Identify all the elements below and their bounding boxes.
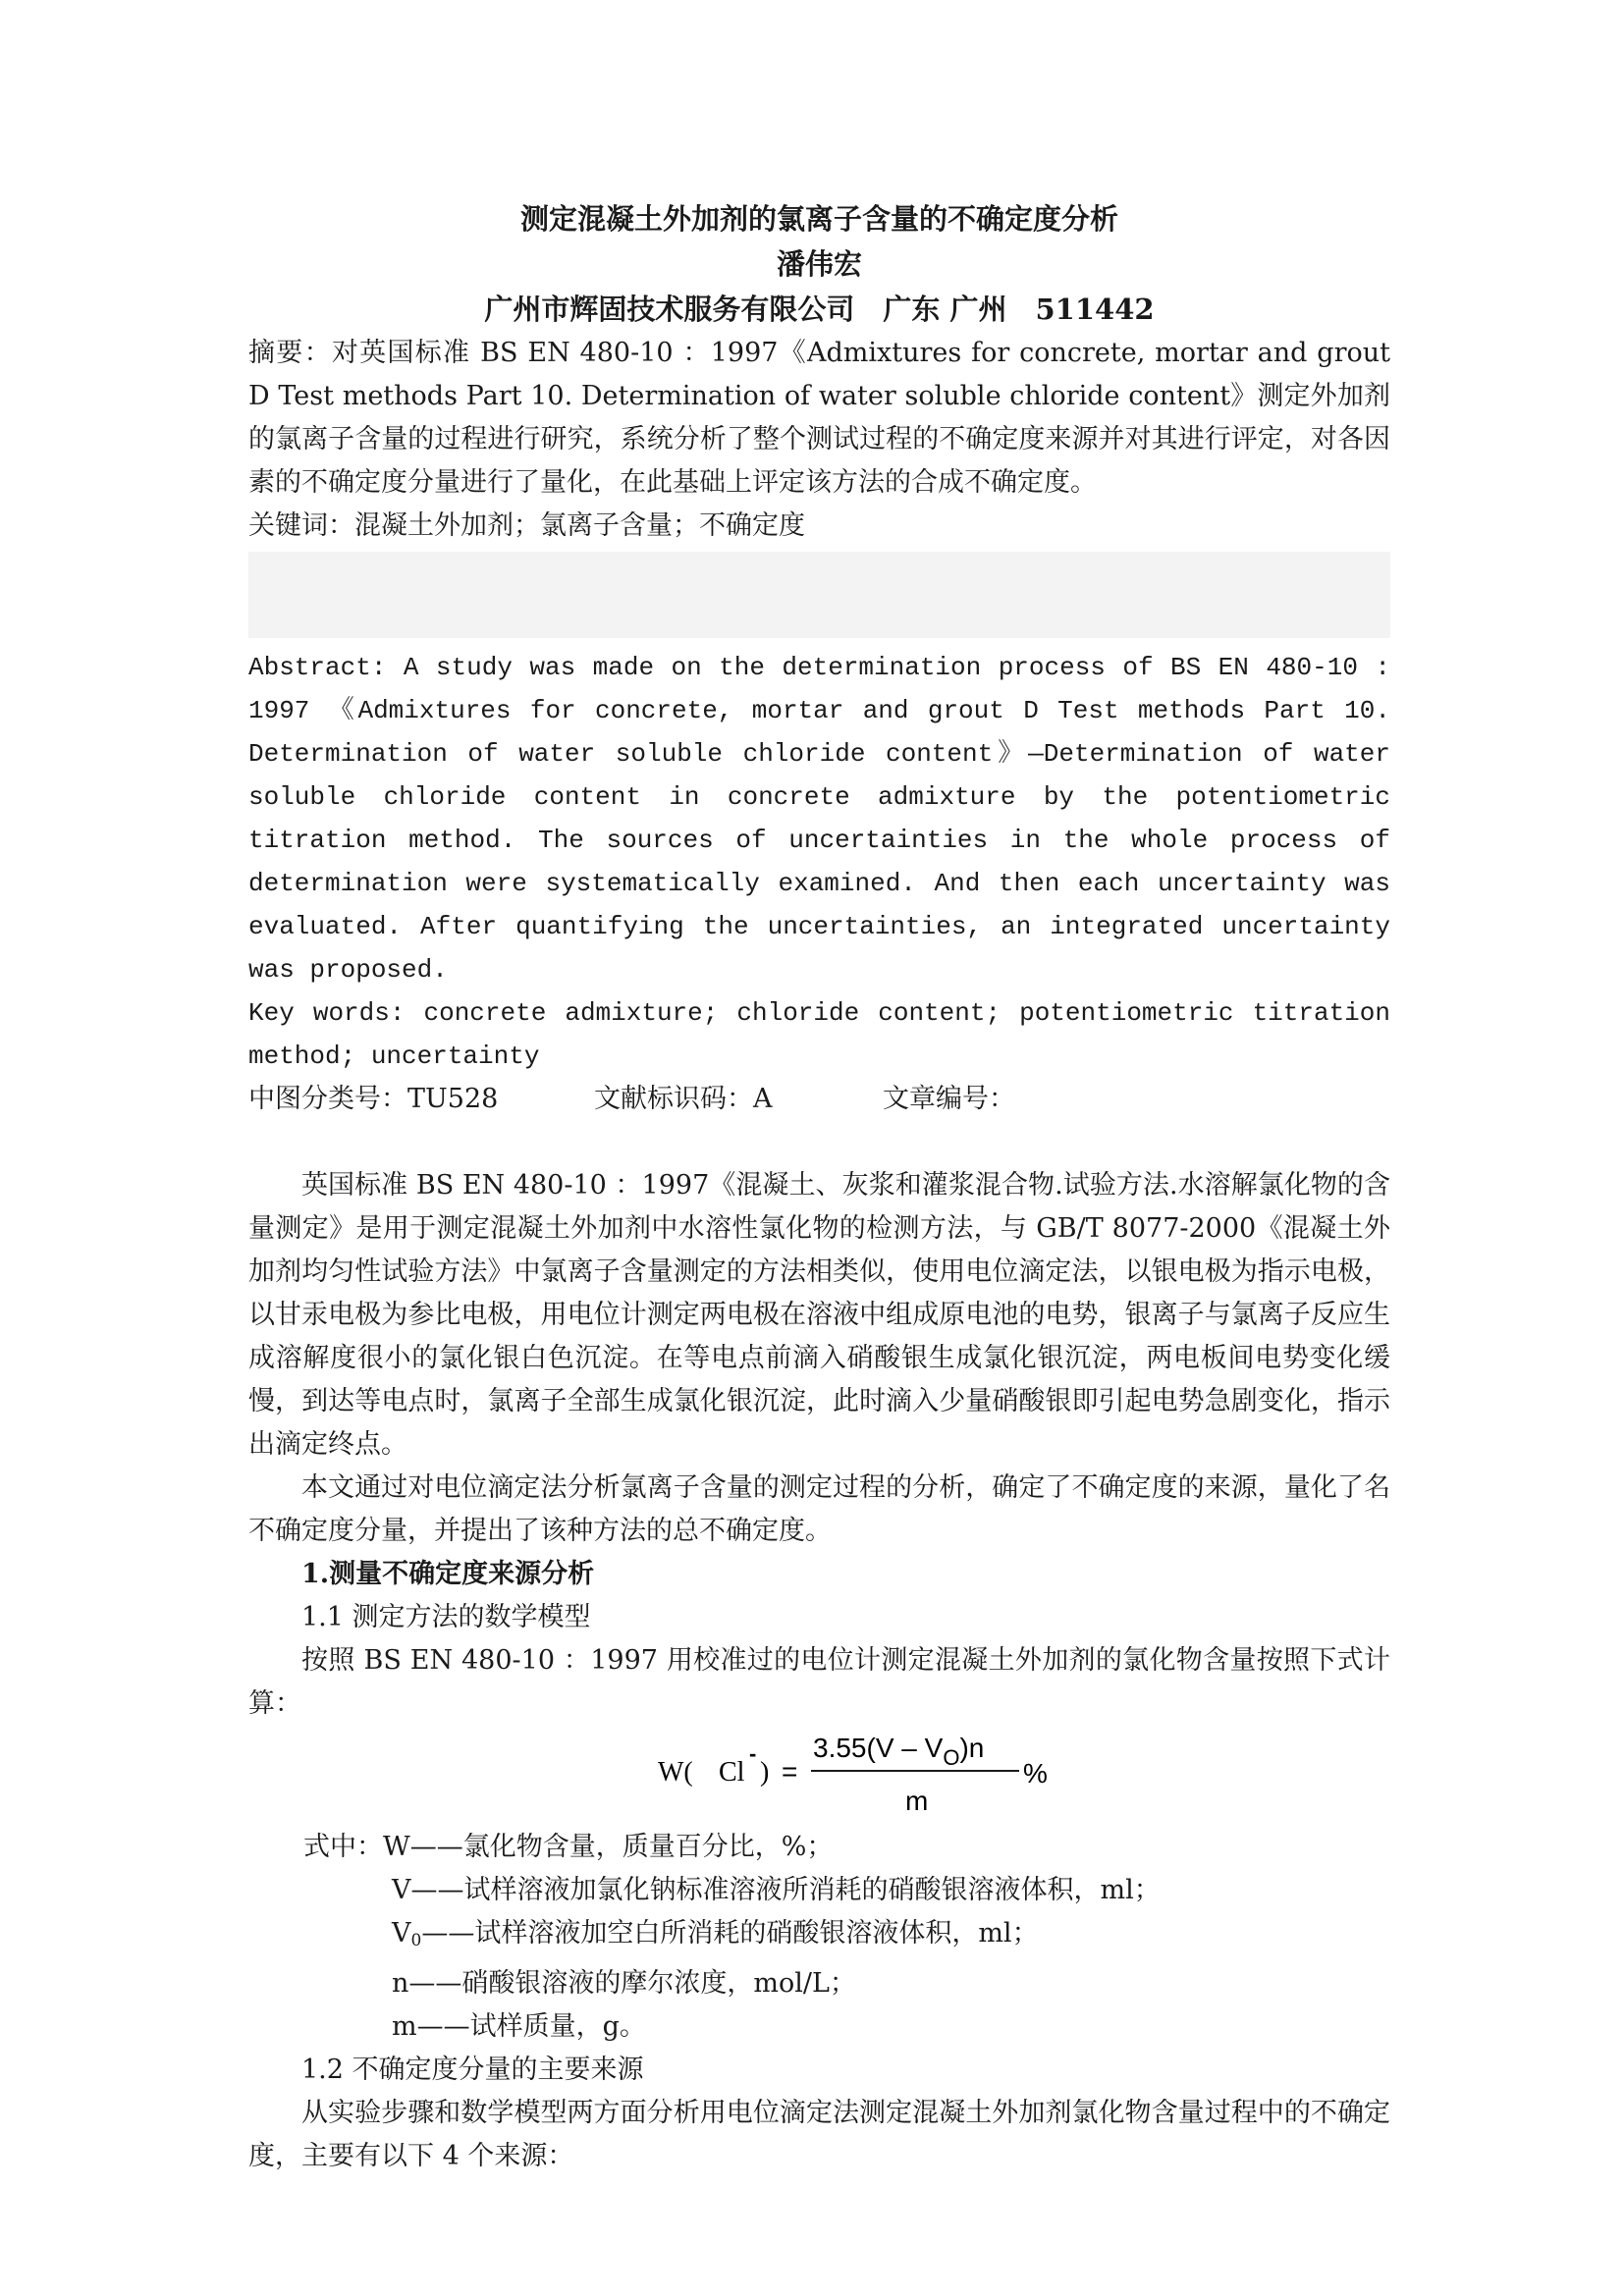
var-description: ——硝酸银溶液的摩尔浓度，mol/L； — [408, 1968, 856, 1999]
clc-number: 中图分类号：TU528 — [248, 1084, 499, 1114]
var-row-n — [303, 1962, 1390, 2005]
var-subscript: 0 — [410, 1931, 422, 1950]
var-symbol: W — [383, 1832, 410, 1862]
var-description: ——氯化物含量，质量百分比，%； — [409, 1832, 834, 1862]
var-description: ——试样质量，g。 — [416, 2011, 646, 2042]
abstract-en: Abstract: A study was made on the determination process of BS EN 480-10 : 1997 《Admixtures for concrete, mortar and grout D Test methods Part 10. Determination of water soluble chloride content》—Determination of water soluble chloride content in concrete admixture by the potentiometric titration method. The sources of uncertainties in the whole process of determination were systematically examined. And then each uncertainty was evaluated. After quantifying the uncertainties, an integrated uncertainty was proposed. — [248, 653, 1390, 985]
abstract-cn: 摘要：对英国标准 BS EN 480-10 ：1997《Admixtures for concrete, mortar and grout D Test methods Part 10. Determination of water soluble chloride content》测定外加剂的氯离子含量的过程进行研究，系统分析了整个测试过程的不确定度来源并对其进行评定，对各因素的不确定度分量进行了量化，在此基础上评定该方法的合成不确定度。 — [248, 338, 1390, 498]
classification-row — [248, 1078, 1390, 1121]
formula-unit: % — [1022, 1758, 1048, 1789]
var-symbol: n — [392, 1968, 409, 1999]
var-row-v0 — [303, 1912, 1390, 1962]
var-row-m — [303, 2005, 1390, 2049]
variable-definitions — [248, 1826, 1390, 2049]
subsection-1-2-text: 从实验步骤和数学模型两方面分析用电位滴定法测定混凝土外加剂氯化物含量过程中的不确定度，主要有以下 4 个来源： — [248, 2098, 1390, 2171]
formula-equals: = — [781, 1756, 797, 1787]
title-block — [248, 196, 1390, 332]
numerator-post: )n — [958, 1733, 984, 1763]
subsection-1-2-heading: 1.2 不确定度分量的主要来源 — [301, 2055, 644, 2085]
formula-numerator — [813, 1733, 984, 1770]
intro-paragraph-1: 英国标准 BS EN 480-10 ：1997《混凝土、灰浆和灌浆混合物.试验方法.水溶解氯化物的含量测定》是用于测定混凝土外加剂中水溶性氯化物的检测方法，与 GB/T 8077-2000《混凝土外加剂均匀性试验方法》中氯离子含量测定的方法相类似，使用电位滴定法，以银电极为指示电极，以甘汞电极为参比电极，用电位计测定两电极在溶液中组成原电池的电势，银离子与氯离子反应生成溶解度很小的氯化银白色沉淀。在等电点前滴入硝酸银生成氯化银沉淀，两电板间电势变化缓慢，到达等电点时，氯离子全部生成氯化银沉淀，此时滴入少量硝酸银即引起电势急剧变化，指示出滴定终点。 — [248, 1170, 1390, 1460]
gray-separator-band — [248, 552, 1390, 638]
formula-ion: Cl — [718, 1757, 744, 1788]
formula-rparen: ) — [759, 1757, 769, 1788]
section-1-heading: 1.测量不确定度来源分析 — [301, 1559, 595, 1589]
paper-title: 测定混凝土外加剂的氯离子含量的不确定度分析 — [519, 202, 1118, 236]
keywords-en: Key words: concrete admixture; chloride content; potentiometric titration method; uncertainty — [248, 998, 1390, 1071]
where-label: 式中： — [303, 1832, 383, 1862]
var-symbol: m — [392, 2011, 417, 2042]
var-row-w — [303, 1826, 1390, 1869]
document-code: 文献标识码：A — [594, 1084, 773, 1114]
article-number: 文章编号： — [883, 1084, 1015, 1114]
formula-lhs: W( — [657, 1757, 693, 1788]
affiliation: 广州市辉固技术服务有限公司 广东 广州 511442 — [484, 293, 1155, 326]
var-description: ——试样溶液加氯化钠标准溶液所消耗的硝酸银溶液体积，ml； — [410, 1875, 1161, 1905]
document-page — [248, 196, 1390, 2178]
author: 潘伟宏 — [776, 247, 862, 281]
spacer — [248, 1121, 1390, 1164]
numerator-subscript: O — [942, 1745, 959, 1770]
intro-paragraph-2: 本文通过对电位滴定法分析氯离子含量的测定过程的分析，确定了不确定度的来源，量化了名不确定度分量，并提出了该种方法的总不确定度。 — [248, 1472, 1390, 1546]
var-description: ——试样溶液加空白所消耗的硝酸银溶液体积，ml； — [421, 1918, 1039, 1949]
var-symbol: V — [392, 1875, 411, 1905]
formula-charge: - — [748, 1741, 756, 1766]
formula-denominator: m — [904, 1786, 928, 1816]
formula-svg — [658, 1726, 1070, 1816]
subsection-1-1-heading: 1.1 测定方法的数学模型 — [301, 1602, 591, 1632]
chloride-formula — [248, 1726, 1390, 1816]
var-row-v — [303, 1869, 1390, 1912]
keywords-cn: 关键词：混凝土外加剂；氯离子含量；不确定度 — [248, 510, 805, 541]
numerator-pre: 3.55(V – V — [812, 1733, 943, 1763]
var-symbol: V — [392, 1918, 411, 1949]
subsection-1-1-text: 按照 BS EN 480-10 ：1997 用校准过的电位计测定混凝土外加剂的氯化物含量按照下式计算： — [248, 1645, 1390, 1719]
